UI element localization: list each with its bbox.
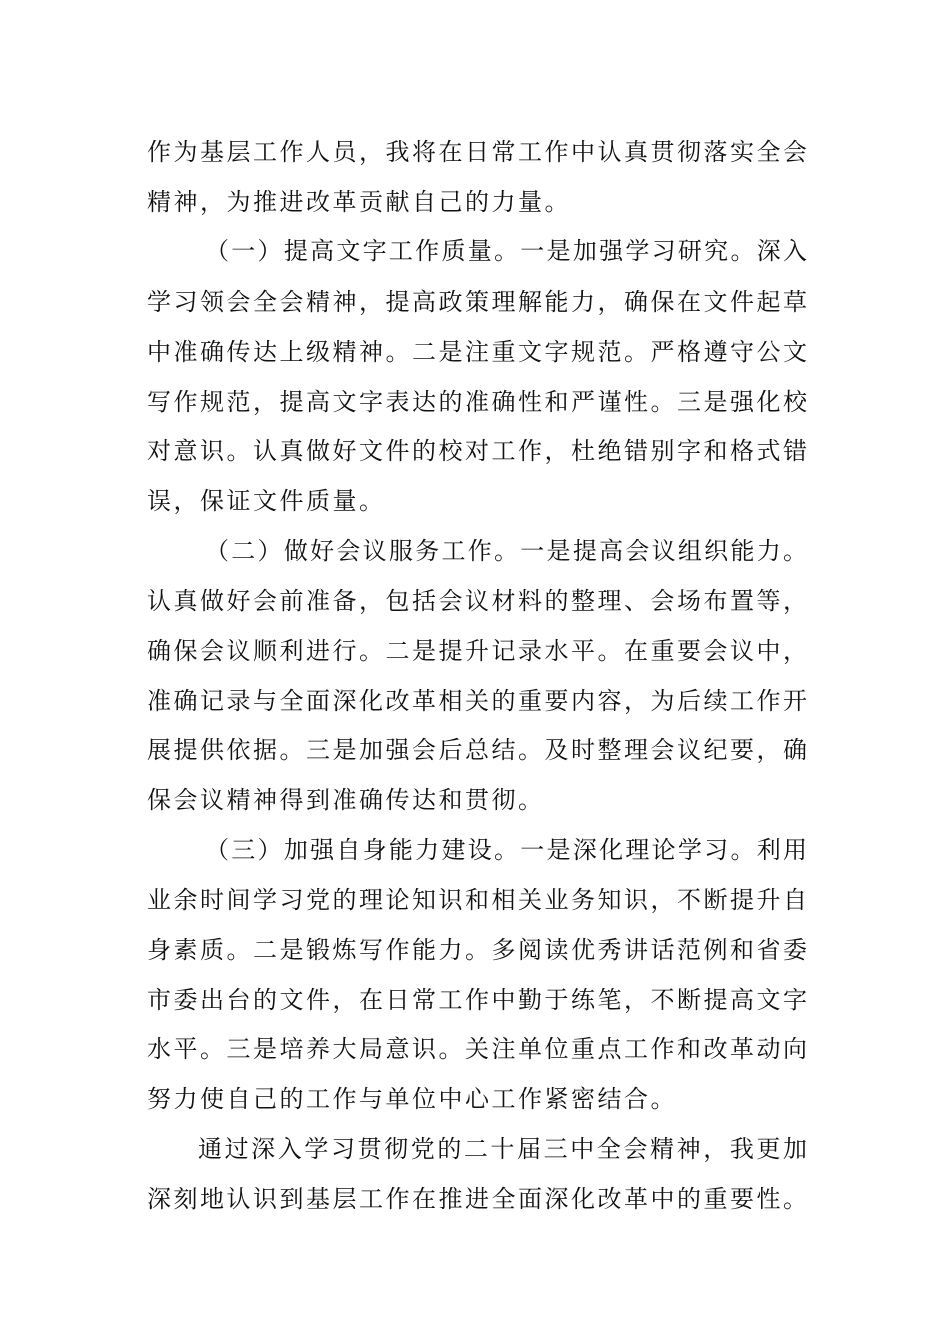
text-line: 误，保证文件质量。	[147, 487, 386, 515]
text-line: （三）加强自身能力建设。一是深化理论学习。利用	[205, 836, 807, 864]
text-line: （一）提高文字工作质量。一是加强学习研究。深入	[205, 237, 807, 265]
text-line: 身素质。二是锻炼写作能力。多阅读优秀讲话范例和省委	[147, 936, 807, 964]
text-line: 对意识。认真做好文件的校对工作，杜绝错别字和格式错	[147, 437, 807, 465]
text-line: 中准确传达上级精神。二是注重文字规范。严格遵守公文	[147, 338, 807, 366]
text-line: 写作规范，提高文字表达的准确性和严谨性。三是强化校	[147, 388, 807, 416]
text-line: 确保会议顺利进行。二是提升记录水平。在重要会议中，	[147, 637, 807, 665]
text-line: 努力使自己的工作与单位中心工作紧密结合。	[147, 1085, 677, 1113]
text-line: 通过深入学习贯彻党的二十届三中全会精神，我更加	[198, 1135, 807, 1163]
text-line: 作为基层工作人员，我将在日常工作中认真贯彻落实全会	[147, 138, 807, 166]
text-line: （二）做好会议服务工作。一是提高会议组织能力。	[205, 537, 807, 565]
text-line: 认真做好会前准备，包括会议材料的整理、会场布置等，	[147, 587, 807, 615]
text-line: 深刻地认识到基层工作在推进全面深化改革中的重要性。	[147, 1185, 807, 1213]
text-line: 保会议精神得到准确传达和贯彻。	[147, 786, 545, 814]
text-line: 准确记录与全面深化改革相关的重要内容，为后续工作开	[147, 687, 807, 715]
text-line: 水平。三是培养大局意识。关注单位重点工作和改革动向	[147, 1035, 807, 1063]
text-line: 学习领会全会精神，提高政策理解能力，确保在文件起草	[147, 288, 807, 316]
text-line: 展提供依据。三是加强会后总结。及时整理会议纪要，确	[147, 736, 807, 764]
text-line: 精神，为推进改革贡献自己的力量。	[147, 188, 571, 216]
text-line: 市委出台的文件，在日常工作中勤于练笔，不断提高文字	[147, 986, 807, 1014]
text-line: 业余时间学习党的理论知识和相关业务知识，不断提升自	[147, 886, 807, 914]
